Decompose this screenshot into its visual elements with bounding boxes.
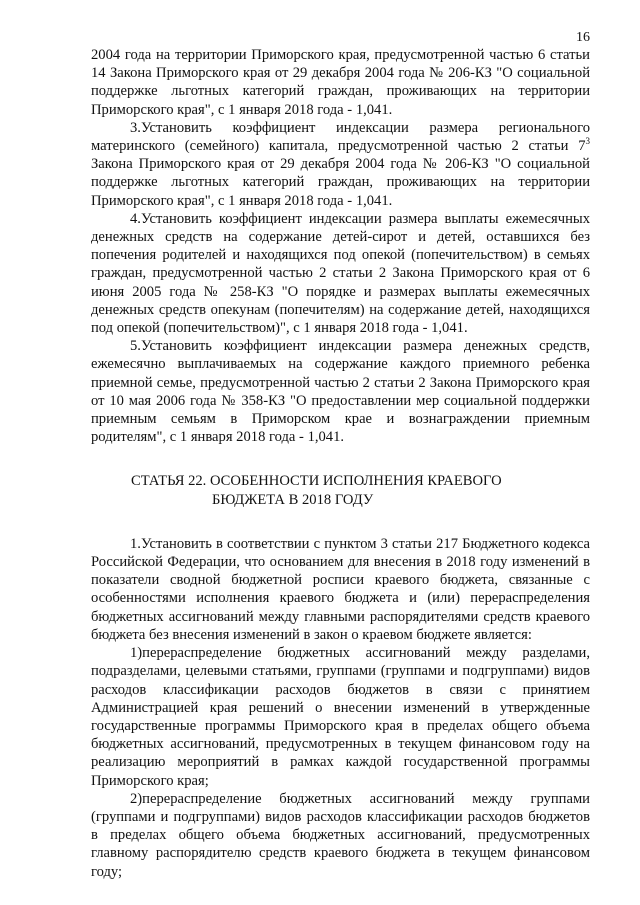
article-heading [131, 472, 590, 508]
paragraph-item-3-rest: Закона Приморского края от 29 декабря 2004 года № 206-КЗ "О социальной поддержке льготных категорий граждан, проживающих на территории Приморского края", с 1 января 2018 года - 1,041. [91, 156, 590, 209]
paragraph-item-5: 5.Установить коэффициент индексации размера денежных средств, ежемесячно выплачиваемых на содержание каждого приемного ребенка приемной семье, предусмотренной частью 2 статьи 2 Закона Приморского края от 10 мая 2006 года № 358-КЗ "О предоставлении мер социальной поддержки приемным семьям в Приморском крае и вознаграждении приемным родителям", с 1 января 2018 года - 1,041. [91, 338, 590, 446]
document-body [91, 46, 590, 881]
paragraph-item-3 [91, 119, 590, 210]
page-number: 16 [576, 30, 590, 45]
article-heading-line-2: БЮДЖЕТА В 2018 ГОДУ [212, 491, 374, 508]
article-heading-line-1: СТАТЬЯ 22. ОСОБЕННОСТИ ИСПОЛНЕНИЯ КРАЕВОГО [131, 473, 502, 490]
paragraph-subitem-1: 1)перераспределение бюджетных ассигнований между разделами, подразделами, целевыми статьями, группами (группами и подгруппами) видов расходов классификации расходов бюджетов в связи с принятием Администрацией края решений о внесении изменений в утвержденные государственные программы Приморского края в пределах общего объема бюджетных ассигнований, предусмотренных в текущем финансовом году на реализацию мероприятий в рамках каждой государственной программы Приморского края; [91, 645, 590, 789]
superscript: 3 [585, 136, 590, 147]
paragraph-subitem-2: 2)перераспределение бюджетных ассигнований между группами (группами и подгруппами) видов расходов классификации расходов бюджетов в пределах общего объема бюджетных ассигнований, предусмотренных главному распорядителю средств краевого бюджета в текущем финансовом году; [91, 790, 590, 880]
paragraph-article-item-1: 1.Установить в соответствии с пунктом 3 статьи 217 Бюджетного кодекса Российской Федерации, что основанием для внесения в 2018 году изменений в показатели сводной бюджетной росписи краевого бюджета, связанные с особенностями исполнения краевого бюджета и (или) перераспределения бюджетных ассигнований между главными распорядителями средств краевого бюджета без внесения изменений в закон о краевом бюджете является: [91, 535, 590, 643]
paragraph-item-3-text: 3.Установить коэффициент индексации размера регионального материнского (семейного) капитала, предусмотренной частью 2 статьи 7 [91, 119, 590, 155]
paragraph-continuation: 2004 года на территории Приморского края, предусмотренной частью 6 статьи 14 Закона Приморского края от 29 декабря 2004 года № 206-КЗ "О социальной поддержке льготных категорий граждан, проживающих на территории Приморского края", с 1 января 2018 года - 1,041. [91, 47, 590, 118]
paragraph-item-4: 4.Установить коэффициент индексации размера выплаты ежемесячных денежных средств на содержание детей-сирот и детей, оставшихся без попечения родителей и находящихся под опекой (попечительством) в семьях граждан, предусмотренной частью 2 статьи 2 Закона Приморского края от 6 июня 2005 года № 258-КЗ "О порядке и размерах выплаты ежемесячных денежных средств опекунам (попечителям) на содержание детей, находящихся под опекой (попечительством)", с 1 января 2018 года - 1,041. [91, 210, 590, 337]
